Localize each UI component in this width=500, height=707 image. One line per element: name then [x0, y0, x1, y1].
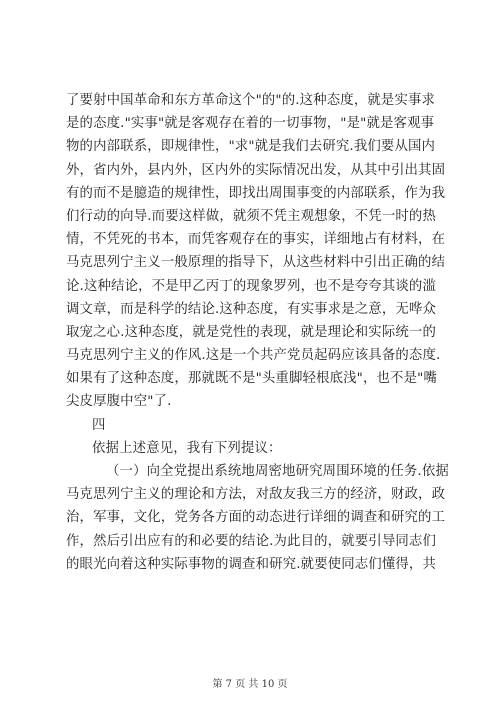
proposal-line: 作，然后引出应有的和必要的结论.为此目的，就要引导同志们	[66, 533, 437, 549]
text-line: 论.这种结论，不是甲乙丙丁的现象罗列，也不是夸夸其谈的滥	[66, 278, 437, 294]
proposal-line: 治，军事，文化，党务各方面的动态进行详细的调查和研究的工	[66, 510, 446, 526]
text-line: 有的而不是臆造的规律性，即找出周围事变的内部联系，作为我	[66, 185, 446, 201]
text-line: 马克思列宁主义的作风.这是一个共产党员起码应该具备的态度.	[66, 348, 441, 364]
page-footer: 第 7 页 共 10 页	[212, 679, 288, 690]
proposal-line: （一）向全党提出系统地周密地研究周围环境的任务.依据	[106, 464, 449, 479]
text-line: 尖皮厚腹中空"了.	[66, 394, 172, 410]
text-line: 物的内部联系，即规律性，"求"就是我们去研究.我们要从国内	[66, 139, 436, 155]
text-line: 调文章，而是科学的结论.这种态度，有实事求是之意，无哗众	[66, 301, 437, 317]
body-text	[66, 89, 449, 576]
text-line: 们行动的向导.而要这样做，就须不凭主观想象，不凭一时的热	[66, 208, 437, 224]
text-line: 情，不凭死的书本，而凭客观存在的事实，详细地占有材料，在	[66, 232, 446, 248]
proposal-line: 的眼光向着这种实际事物的调查和研究.就要使同志们懂得，共	[66, 556, 437, 572]
text-line: 马克思列宁主义一般原理的指导下，从这些材料中引出正确的结	[66, 255, 446, 271]
text-line: 取宠之心.这种态度，就是党性的表现，就是理论和实际统一的	[66, 324, 437, 340]
text-line: 是的态度."实事"就是客观存在着的一切事物，"是"就是客观事	[66, 116, 435, 132]
text-line: 如果有了这种态度，那就既不是"头重脚轻根底浅"，也不是"嘴	[66, 371, 437, 387]
section-number: 四	[92, 417, 106, 433]
intro-line: 依据上述意见，我有下列提议：	[92, 440, 282, 456]
text-line: 外，省内外，县内外，区内外的实际情况出发，从其中引出其固	[66, 162, 446, 178]
text-line: 了要射中国革命和东方革命这个"的"的.这种态度，就是实事求	[66, 93, 436, 108]
proposal-line: 马克思列宁主义的理论和方法，对敌友我三方的经济，财政，政	[66, 487, 446, 503]
